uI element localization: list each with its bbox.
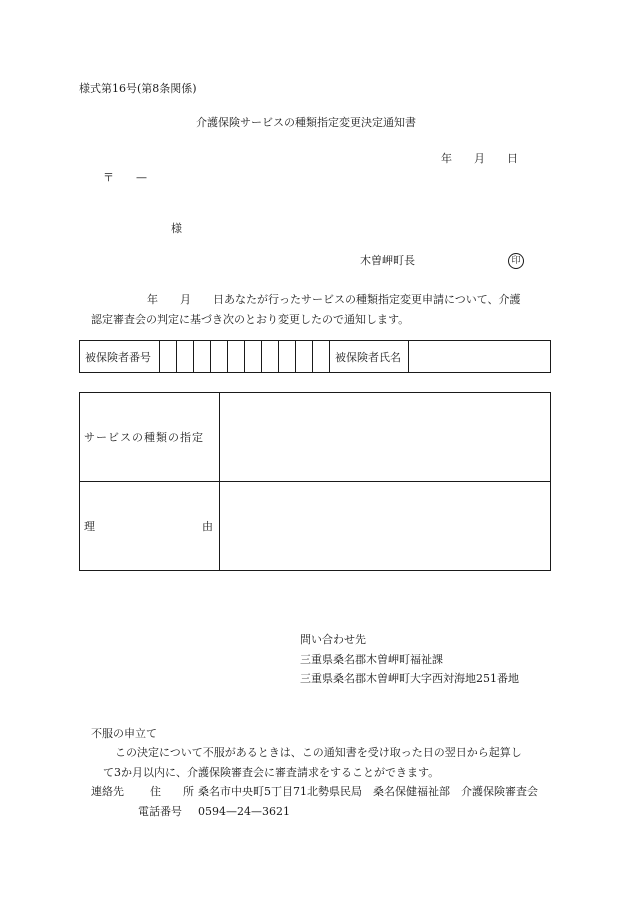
inquiry-line-1: 三重県桑名郡木曽岬町福祉課 [300, 653, 443, 666]
appeal-line-1: この決定について不服があるときは、この通知書を受け取った日の翌日から起算し [115, 746, 522, 759]
insured-number-digit[interactable] [296, 341, 313, 373]
insured-number-digit[interactable] [245, 341, 262, 373]
recipient-suffix: 様 [171, 222, 182, 235]
insured-name-field[interactable] [409, 341, 551, 373]
address-value: 桑名市中央町5丁目71北勢県民局 桑名保健福祉部 介護保険審査会 [198, 785, 538, 798]
appeal-heading: 不服の申立て [91, 727, 157, 740]
issuer-name: 木曽岬町長 [360, 254, 415, 267]
document-title: 介護保険サービスの種類指定変更決定通知書 [196, 116, 416, 129]
contact-label: 連絡先 [91, 785, 124, 798]
reason-label-left: 理 [84, 520, 95, 533]
insured-number-digit[interactable] [262, 341, 279, 373]
inquiry-heading: 問い合わせ先 [300, 633, 366, 646]
postal-code-mark: 〒 — [103, 171, 147, 184]
insured-number-digit[interactable] [160, 341, 177, 373]
appeal-line-2: て3か月以内に、介護保険審査会に審査請求をすることができます。 [103, 766, 440, 779]
insured-number-digit[interactable] [177, 341, 194, 373]
insured-name-label: 被保険者氏名 [330, 341, 409, 373]
form-number: 様式第16号(第8条関係) [79, 82, 197, 95]
insured-number-label: 被保険者番号 [80, 341, 160, 373]
body-line-2: 認定審査会の判定に基づき次のとおり変更したので通知します。 [91, 313, 410, 326]
inquiry-line-2: 三重県桑名郡木曽岬町大字西対海地251番地 [300, 672, 519, 685]
insured-number-digit[interactable] [228, 341, 245, 373]
reason-field[interactable] [220, 482, 551, 571]
service-change-table [79, 392, 551, 571]
insured-number-digit[interactable] [313, 341, 330, 373]
service-type-label: サービスの種類の指定 [80, 393, 220, 482]
reason-label [80, 482, 220, 571]
date-line: 年 月 日 [441, 152, 518, 165]
reason-label-right: 由 [202, 520, 213, 533]
insured-id-table [79, 340, 551, 373]
service-type-field[interactable] [220, 393, 551, 482]
body-line-1: 年 月 日あなたが行ったサービスの種類指定変更申請について、介護 [147, 293, 521, 306]
insured-number-digit[interactable] [194, 341, 211, 373]
address-label: 住 所 [150, 785, 194, 798]
insured-number-digit[interactable] [211, 341, 228, 373]
phone-label: 電話番号 [138, 805, 182, 818]
insured-number-digit[interactable] [279, 341, 296, 373]
seal-mark: 印 [508, 253, 524, 269]
phone-value: 0594—24—3621 [198, 805, 290, 818]
